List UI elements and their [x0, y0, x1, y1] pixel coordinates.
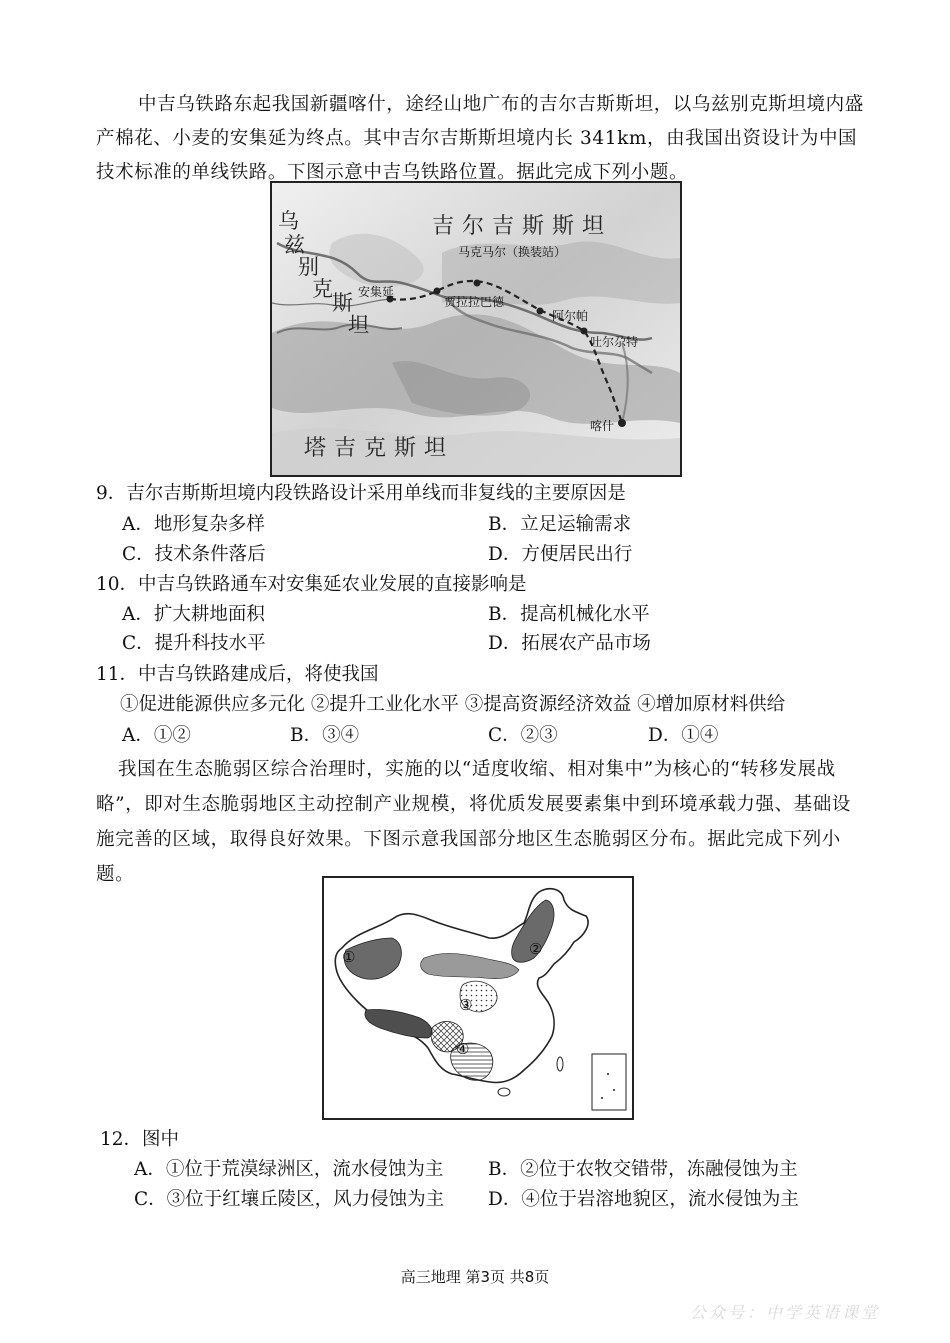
region-2-marker: ②	[529, 940, 543, 958]
question-11-option-c: C．②③	[488, 725, 558, 746]
question-11-option-b: B．③④	[290, 725, 360, 746]
label-andijan: 安集延	[358, 285, 395, 299]
question-12-option-a: A．①位于荒漠绿洲区，流水侵蚀为主	[134, 1159, 444, 1180]
question-12-stem: 12．图中	[100, 1129, 180, 1150]
fragile-regions-map	[322, 876, 634, 1120]
question-9-stem: 9．吉尔吉斯斯坦境内段铁路设计采用单线而非复线的主要原因是	[96, 483, 626, 504]
question-11-items: ①促进能源供应多元化 ②提升工业化水平 ③提高资源经济效益 ④增加原材料供给	[120, 694, 786, 715]
region-1-marker: ①	[342, 948, 356, 966]
question-9-option-a: A．地形复杂多样	[122, 514, 265, 535]
label-uzbekistan-2: 兹	[284, 233, 305, 257]
question-10-option-c: C．提升科技水平	[122, 633, 266, 654]
question-12-option-b: B．②位于农牧交错带，冻融侵蚀为主	[488, 1159, 798, 1180]
question-10-stem: 10．中吉乌铁路通车对安集延农业发展的直接影响是	[96, 574, 527, 595]
region-4-marker: ④	[456, 1040, 470, 1058]
label-torugart: 吐尔尕特	[590, 335, 639, 349]
china-outline-graphic	[324, 878, 632, 1118]
label-jalalabad: 贾拉拉巴德	[444, 295, 505, 309]
label-tajikistan: 塔吉克斯坦	[304, 436, 455, 461]
label-uzbekistan-5: 斯	[332, 291, 353, 315]
page-footer: 高三地理 第3页 共8页	[400, 1268, 550, 1286]
label-uzbekistan-3: 别	[298, 255, 319, 279]
region-3-marker: ③	[459, 996, 473, 1014]
label-arpa: 阿尔帕	[552, 309, 589, 323]
question-12-option-d: D．④位于岩溶地貌区，流水侵蚀为主	[488, 1189, 799, 1210]
question-9-option-d: D．方便居民出行	[488, 544, 633, 565]
question-11-option-d: D．①④	[648, 725, 719, 746]
question-10-option-d: D．拓展农产品市场	[488, 633, 651, 654]
question-9-option-b: B．立足运输需求	[488, 514, 632, 535]
passage-ecology-intro: 我国在生态脆弱区综合治理时，实施的以“适度收缩、相对集中”为核心的“转移发展战略”，即对生态脆弱地区主动控制产业规模，将优质发展要素集中到环境承载力强、基础设施完善的区域，取得良好效果。下图示意我国部分地区生态脆弱区分布。据此完成下列小题。	[96, 759, 851, 885]
passage-railway-intro: 中吉乌铁路东起我国新疆喀什，途经山地广布的吉尔吉斯斯坦，以乌兹别克斯坦境内盛产棉花、小麦的安集延为终点。其中吉尔吉斯斯坦境内长 341km，由我国出资设计为中国技术标准的单线铁路。下图示意中吉乌铁路位置。据此完成下列小题。	[96, 94, 864, 183]
label-kyrgyzstan: 吉尔吉斯斯坦	[432, 214, 613, 239]
watermark-text: 公众号：中学英语课堂	[689, 1303, 880, 1322]
question-10-option-b: B．提高机械化水平	[488, 604, 650, 625]
label-uzbekistan-6: 坦	[348, 313, 369, 337]
question-9-option-c: C．技术条件落后	[122, 544, 266, 565]
label-makmal-station: 马克马尔（换装站）	[458, 245, 567, 259]
question-10-option-a: A．扩大耕地面积	[122, 604, 265, 625]
label-uzbekistan-4: 克	[312, 277, 333, 301]
railway-location-map	[270, 181, 682, 477]
label-uzbekistan-1: 乌	[278, 209, 299, 233]
question-12-option-c: C．③位于红壤丘陵区，风力侵蚀为主	[134, 1189, 445, 1210]
label-kashgar: 喀什	[590, 419, 615, 433]
question-11-stem: 11．中吉乌铁路建成后，将使我国	[96, 664, 379, 685]
question-11-option-a: A．①②	[122, 725, 191, 746]
